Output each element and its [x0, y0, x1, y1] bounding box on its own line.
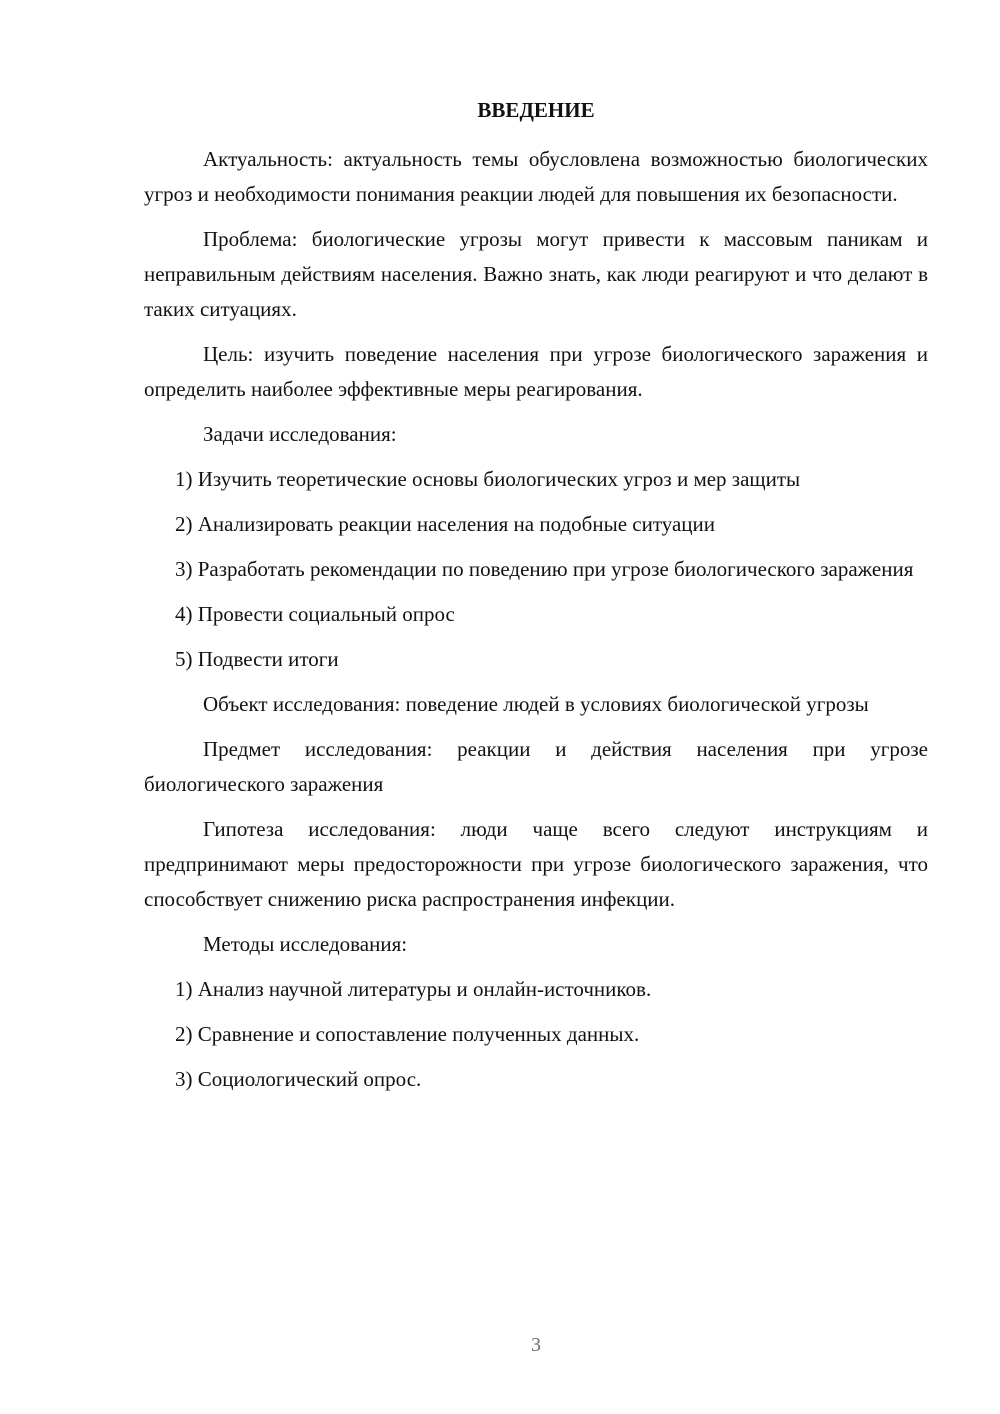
paragraph-hypothesis: Гипотеза исследования: люди чаще всего следуют инструкциям и предпринимают меры предосторожности при угрозе биологического заражения, что способствует снижению риска распространения инфекции. [144, 817, 928, 911]
task-item-2: 2) Анализировать реакции населения на подобные ситуации [175, 512, 715, 536]
document-page [144, 96, 928, 1107]
tasks-title: Задачи исследования: [203, 422, 397, 446]
task-item-3: 3) Разработать рекомендации по поведению при угрозе биологического заражения [175, 557, 914, 581]
method-item-1: 1) Анализ научной литературы и онлайн-источников. [175, 977, 652, 1001]
task-item-5: 5) Подвести итоги [175, 647, 339, 671]
page-number: 3 [531, 1334, 541, 1356]
paragraph-problem: Проблема: биологические угрозы могут привести к массовым паникам и неправильным действиям населения. Важно знать, как люди реагируют и что делают в таких ситуациях. [144, 227, 928, 321]
method-item-2: 2) Сравнение и сопоставление полученных данных. [175, 1022, 640, 1046]
section-heading: ВВЕДЕНИЕ [477, 98, 595, 122]
paragraph-subject: Предмет исследования: реакции и действия населения при угрозе биологического заражения [144, 737, 928, 796]
paragraph-relevance: Актуальность: актуальность темы обусловлена возможностью биологических угроз и необходимости понимания реакции людей для повышения их безопасности. [144, 147, 928, 206]
paragraph-object: Объект исследования: поведение людей в условиях биологической угрозы [203, 692, 869, 716]
paragraph-goal: Цель: изучить поведение населения при угрозе биологического заражения и определить наиболее эффективные меры реагирования. [144, 342, 928, 401]
method-item-3: 3) Социологический опрос. [175, 1067, 422, 1091]
task-item-1: 1) Изучить теоретические основы биологических угроз и мер защиты [175, 467, 801, 491]
task-item-4: 4) Провести социальный опрос [175, 602, 455, 626]
methods-title: Методы исследования: [203, 932, 408, 956]
